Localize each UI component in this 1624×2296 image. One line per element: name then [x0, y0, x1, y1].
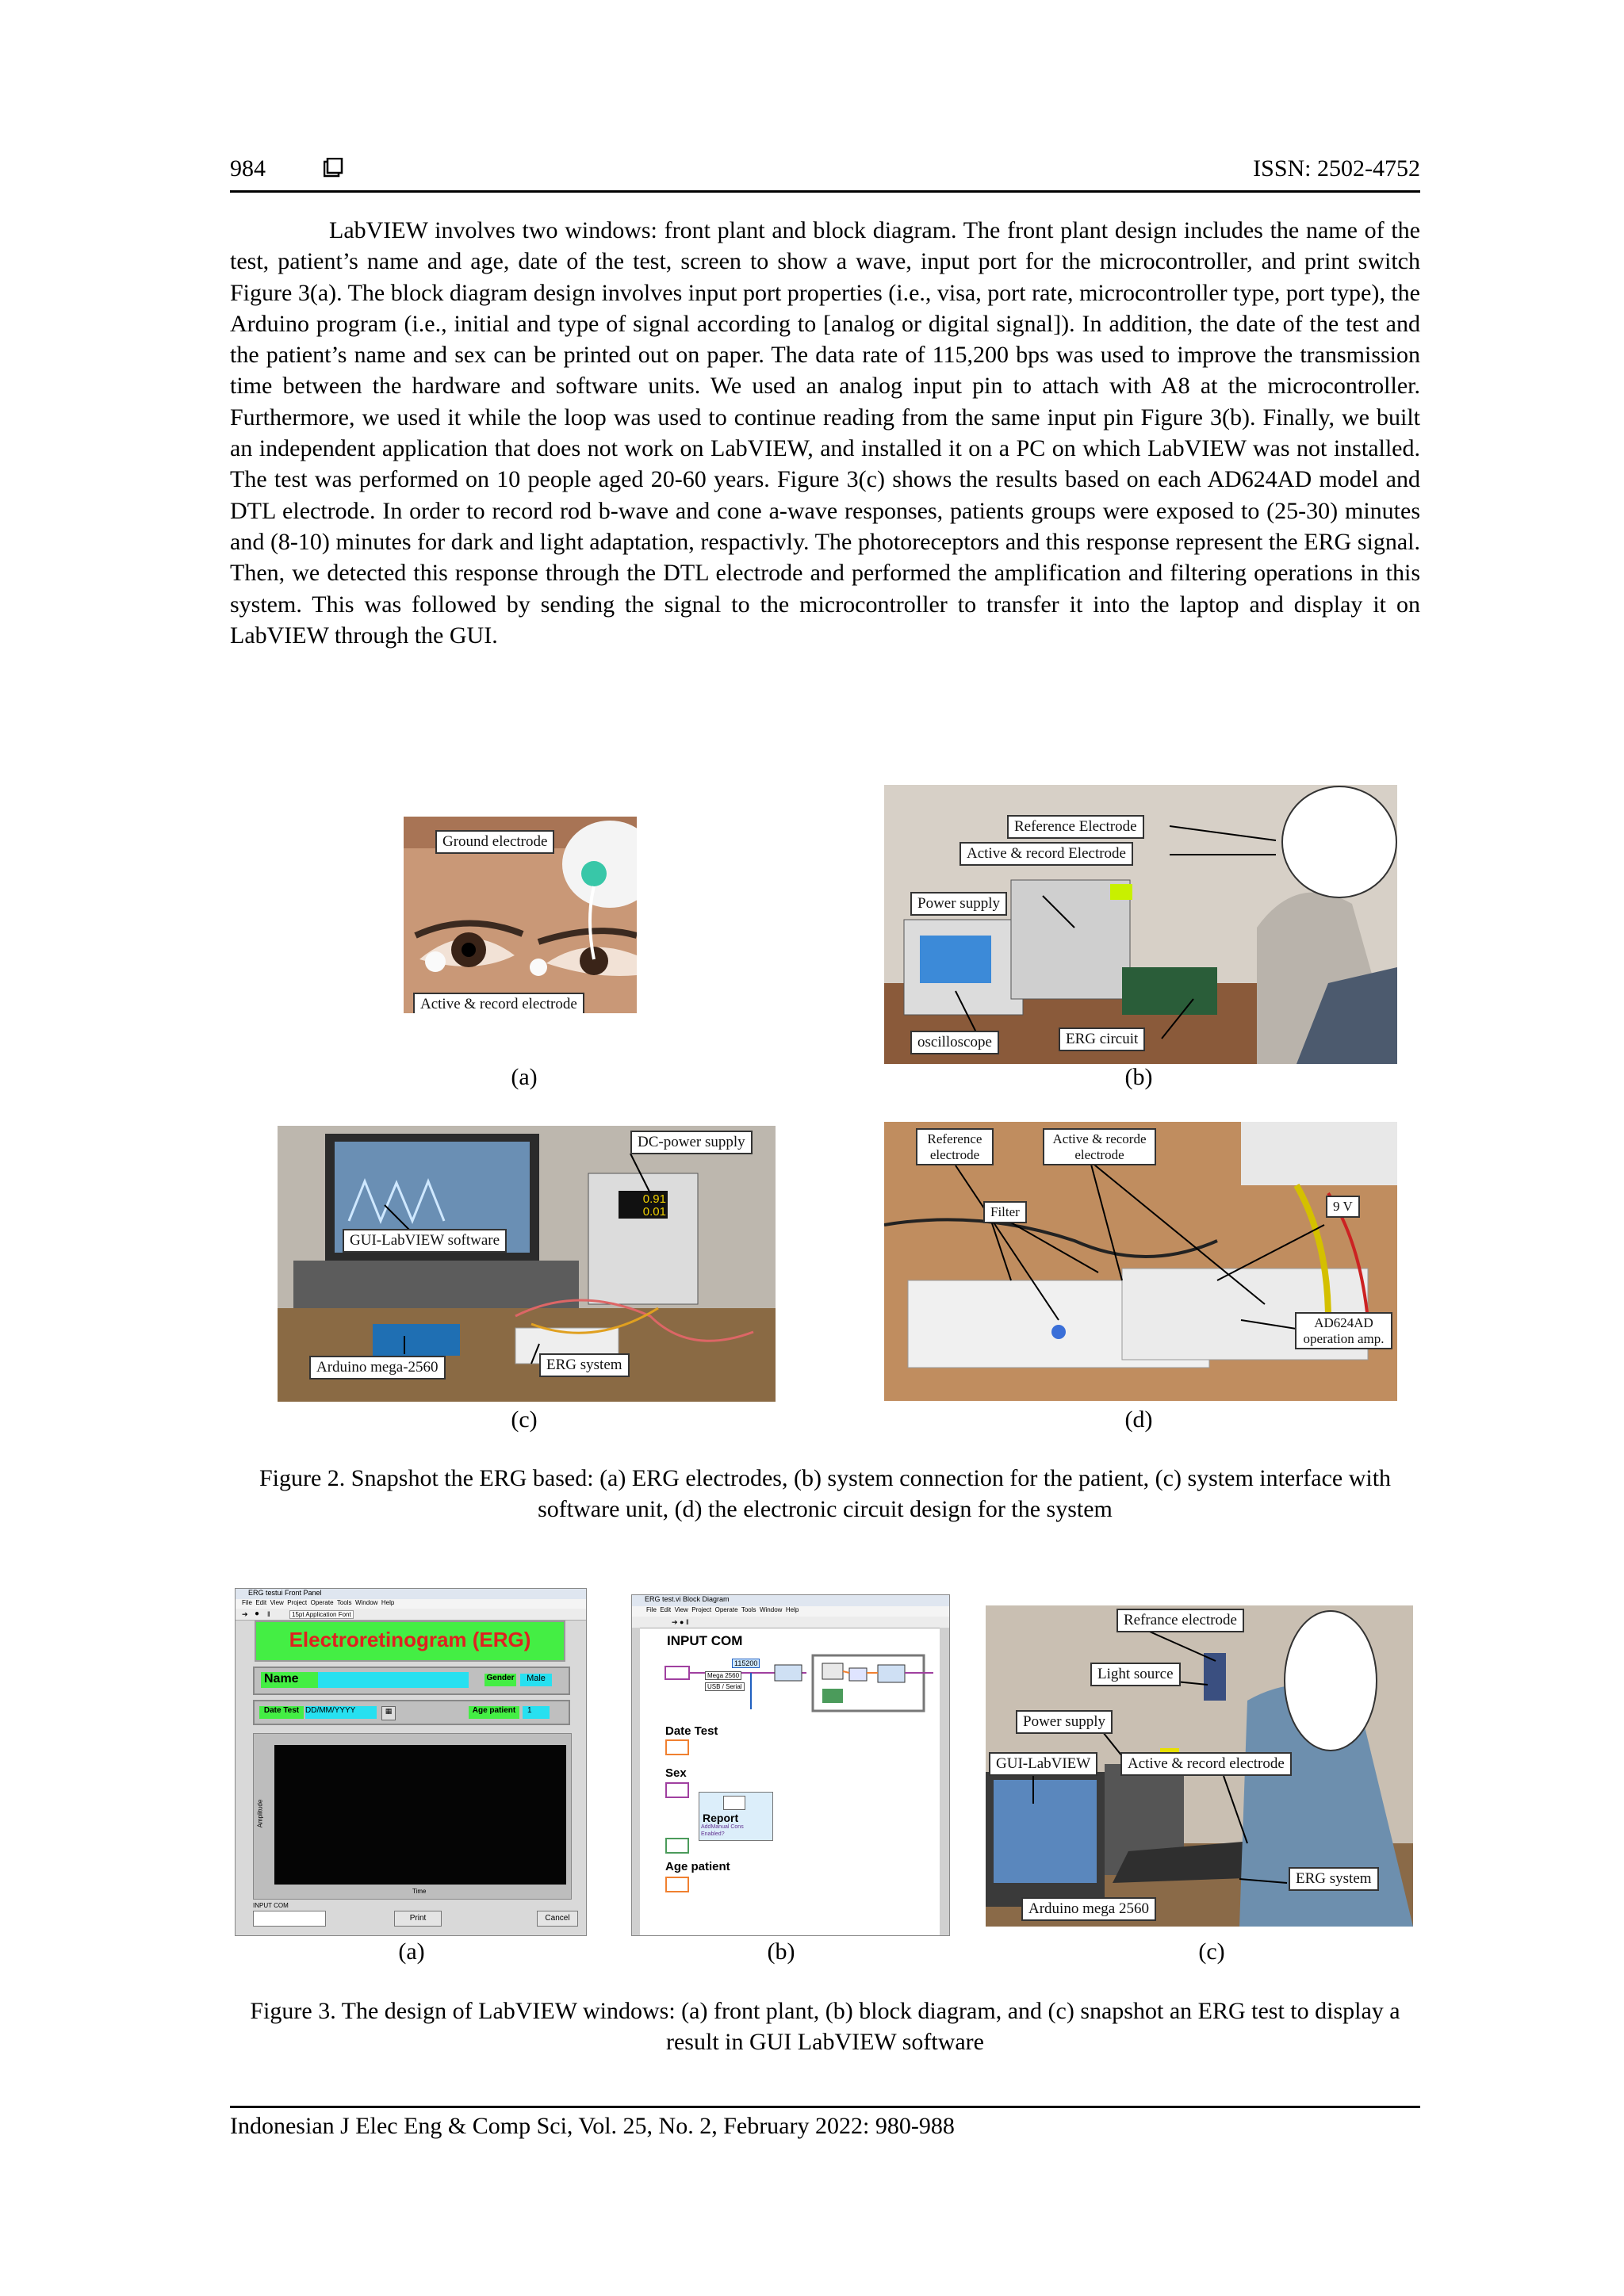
label-ground-electrode: Ground electrode — [435, 830, 554, 854]
menu-operate[interactable]: Operate — [714, 1606, 738, 1613]
bd-menu-bar — [632, 1606, 949, 1617]
menu-tools[interactable]: Tools — [336, 1599, 352, 1606]
baud-rate-constant[interactable]: 115200 — [732, 1659, 760, 1668]
fig2a-photo — [404, 817, 637, 1013]
age-input[interactable]: 1 — [523, 1706, 550, 1719]
name-row — [253, 1667, 570, 1695]
square-bullet-icon — [324, 158, 343, 178]
label-arduino-mega: Arduino mega-2560 — [309, 1356, 446, 1380]
sex-terminal[interactable] — [665, 1782, 689, 1798]
pause-icon[interactable]: ‖ — [267, 1610, 270, 1618]
fp-menu-bar — [236, 1599, 586, 1609]
menu-window[interactable]: Window — [354, 1599, 378, 1606]
report-label: Report — [703, 1812, 739, 1824]
label-arduino-mega: Arduino mega 2560 — [1021, 1897, 1156, 1921]
gender-select[interactable]: Male — [520, 1674, 552, 1686]
label-active-record-electrode: Active & record Electrode — [959, 842, 1133, 866]
input-com-label: INPUT COM — [253, 1902, 289, 1909]
input-com-terminal-label: INPUT COM — [667, 1633, 743, 1648]
label-dc-power-supply: DC-power supply — [630, 1131, 753, 1154]
bd-title-bar: ERG test.vi Block Diagram — [632, 1595, 949, 1606]
label-ad624ad: AD624AD operation amp. — [1295, 1312, 1392, 1349]
age-patient-terminal[interactable] — [665, 1877, 689, 1892]
menu-project[interactable]: Project — [691, 1606, 712, 1613]
fig2d-photo — [884, 1122, 1397, 1401]
date-test-terminal[interactable] — [665, 1739, 689, 1755]
issn: ISSN: 2502-4752 — [1253, 155, 1420, 182]
label-active-recorde-electrode: Active & recorde electrode — [1043, 1128, 1156, 1165]
header-rule — [230, 190, 1420, 193]
label-erg-circuit: ERG circuit — [1059, 1027, 1145, 1051]
report-sub2: Enabled? — [701, 1831, 725, 1837]
x-axis-label: Time — [412, 1888, 427, 1895]
menu-tools[interactable]: Tools — [741, 1606, 756, 1613]
label-active-record-electrode: Active & record electrode — [1120, 1752, 1292, 1776]
menu-file[interactable]: File — [646, 1606, 657, 1613]
date-test-label: Date Test — [259, 1706, 304, 1719]
menu-help[interactable]: Help — [381, 1599, 395, 1606]
label-gui-labview: GUI-LabVIEW software — [343, 1229, 507, 1253]
fig2b-label: (b) — [1124, 1064, 1153, 1090]
fig3b-block-diagram — [631, 1594, 950, 1936]
figure2-caption: Figure 2. Snapshot the ERG based: (a) ERG electrodes, (b) system connection for the patient, (c) system interface with software unit, (d) the electronic circuit design for the system — [259, 1465, 1392, 1522]
menu-window[interactable]: Window — [759, 1606, 783, 1613]
fig3b-label: (b) — [767, 1938, 795, 1965]
font-select[interactable]: 15pt Application Font — [289, 1610, 354, 1619]
fig2c-label: (c) — [511, 1406, 538, 1433]
menu-project[interactable]: Project — [287, 1599, 308, 1606]
input-com-select[interactable] — [253, 1911, 326, 1927]
figure3-caption: Figure 3. The design of LabVIEW windows: (a) front plant, (b) block diagram, and (c) snapshot an ERG test to display a result in GUI LabVIEW software — [250, 1998, 1400, 2055]
printer-icon — [723, 1796, 745, 1810]
report-terminal[interactable] — [665, 1838, 689, 1854]
menu-operate[interactable]: Operate — [310, 1599, 334, 1606]
fig3a-label: (a) — [398, 1938, 425, 1965]
dc-display-top: 0.91 — [642, 1192, 666, 1206]
report-sub1: AddManual Cons — [701, 1824, 744, 1830]
usb-serial-enum[interactable]: USB / Serial — [705, 1682, 745, 1691]
fig2d-label: (d) — [1124, 1406, 1153, 1433]
fig3c-label: (c) — [1198, 1938, 1225, 1965]
label-refrance-electrode: Refrance electrode — [1116, 1609, 1244, 1632]
print-button[interactable]: Print — [394, 1911, 442, 1927]
bd-wiring — [664, 1649, 933, 1736]
erg-title: Electroretinogram (ERG) — [289, 1628, 531, 1651]
cancel-button[interactable]: Cancel — [537, 1911, 578, 1927]
gender-label: Gender — [485, 1674, 516, 1686]
mega-enum[interactable]: Mega 2560 — [705, 1671, 741, 1680]
name-label: Name — [261, 1672, 320, 1688]
menu-file[interactable]: File — [242, 1599, 252, 1606]
date-input[interactable]: DD/MM/YYYY — [305, 1706, 377, 1719]
y-axis-label: Amplitude — [256, 1799, 264, 1828]
age-patient-terminal-label: Age patient — [665, 1860, 730, 1873]
age-patient-label: Age patient — [469, 1706, 519, 1719]
fig2c-photo — [278, 1126, 776, 1402]
calendar-icon[interactable]: ▦ — [381, 1706, 396, 1720]
page-number: 984 — [230, 155, 266, 182]
name-input[interactable] — [318, 1672, 469, 1688]
menu-view[interactable]: View — [270, 1599, 284, 1606]
dc-display-bottom: 0.01 — [642, 1205, 666, 1219]
run-arrow-icon[interactable]: ➔ — [242, 1610, 248, 1618]
label-light-source: Light source — [1090, 1663, 1181, 1686]
label-9v: 9 V — [1326, 1196, 1360, 1218]
fp-title-bar: ERG testui Front Panel — [236, 1589, 586, 1599]
bd-left-border — [632, 1628, 640, 1935]
abort-icon[interactable]: ● — [255, 1609, 260, 1618]
fp-toolbar — [236, 1609, 586, 1621]
bd-toolbar — [632, 1617, 949, 1628]
body-paragraph: LabVIEW involves two windows: front plant and block diagram. The front plant design includes the name of the test, patient’s name and age, date of the test, screen to show a wave, input port for the microcontroller, and print switch Figure 3(a). The block diagram design involves input port properties (i.e., visa, port rate, microcontroller type, port type), the Arduino program (i.e., initial and type of signal according to [analog or digital signal]). In addition, the date of the test and the patient’s name and sex can be printed out on paper. The data rate of 115,200 bps was used to improve the transmission time between the hardware and software units. We used an analog input pin to attach with A8 at the microcontroller. Furthermore, we used it while the loop was used to continue reading from the same input pin Figure 3(b). Finally, we built an independent application that does not work on LabVIEW, and installed it on a PC on which LabVIEW was not installed. The test was performed on 10 people aged 20-60 years. Figure 3(c) shows the results based on each AD624AD model and DTL electrode. In order to record rod b-wave and cone a-wave responses, patients groups were exposed to (25-30) minutes and (8-10) minutes for dark and light adaptation, respactivly. The photoreceptors and this response represent the ERG signal. Then, we detected this response through the DTL electrode and performed the amplification and filtering operations in this system. This was followed by sending the signal to the microcontroller to transfer it into the laptop and display it on LabVIEW through the GUI. — [230, 217, 1420, 649]
label-filter: Filter — [983, 1201, 1027, 1223]
label-reference-electrode: Reference Electrode — [1007, 815, 1144, 839]
menu-view[interactable]: View — [674, 1606, 688, 1613]
run-arrow-icon[interactable]: ➔ ● ‖ — [672, 1618, 689, 1626]
label-gui-labview: GUI-LabVIEW — [989, 1752, 1097, 1776]
label-active-record-electrode: Active & record electrode — [413, 993, 584, 1013]
menu-edit[interactable]: Edit — [255, 1599, 267, 1606]
label-oscilloscope: oscilloscope — [910, 1031, 999, 1054]
waveform-chart — [253, 1733, 572, 1900]
report-node[interactable] — [699, 1792, 773, 1841]
fig2b-photo — [884, 785, 1397, 1064]
footer-rule — [230, 2106, 1420, 2108]
menu-help[interactable]: Help — [785, 1606, 799, 1613]
menu-edit[interactable]: Edit — [660, 1606, 672, 1613]
label-erg-system: ERG system — [539, 1353, 630, 1377]
date-test-terminal-label: Date Test — [665, 1724, 718, 1738]
erg-title-panel — [255, 1621, 565, 1662]
sex-terminal-label: Sex — [665, 1766, 687, 1780]
label-power-supply: Power supply — [910, 892, 1007, 916]
fig3c-photo — [986, 1605, 1413, 1927]
fig3a-front-panel — [235, 1588, 587, 1936]
footer-citation: Indonesian J Elec Eng & Comp Sci, Vol. 25, No. 2, February 2022: 980-988 — [230, 2113, 955, 2139]
label-erg-system: ERG system — [1289, 1867, 1379, 1891]
label-reference-electrode: Reference electrode — [916, 1128, 994, 1165]
bd-scrollbar[interactable] — [940, 1628, 949, 1935]
label-power-supply: Power supply — [1016, 1710, 1113, 1734]
date-age-row — [253, 1700, 570, 1725]
waveform-plot-area — [274, 1745, 566, 1885]
fig2a-label: (a) — [511, 1064, 538, 1090]
